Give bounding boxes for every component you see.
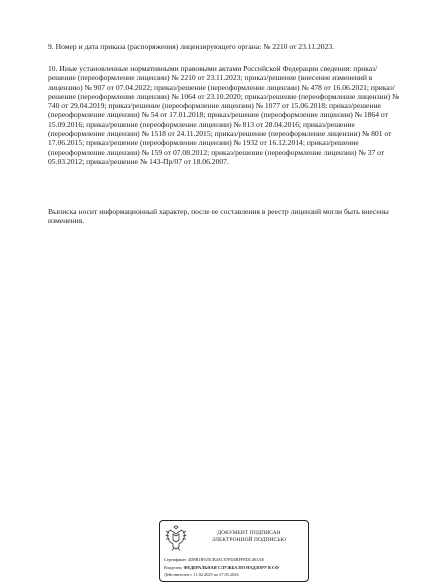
coat-of-arms-icon bbox=[165, 525, 187, 551]
stamp-owner-name: ФЕДЕРАЛЬНАЯ СЛУЖБА ПО НАДЗОРУ В СФ bbox=[183, 565, 279, 570]
item-10-other-information: 10. Иные установленные нормативными правовыми актами Российской Федерации сведения: приказ/решение (переоформление лицензии) № 2210 от 23.11.2023; приказ/решение (внесение изменений в лицензию) № 907 от 07.04.2022; приказ/решение (переоформление лицензии) № 478 от 16.06.2021; приказ/решение (переоформление лицензии) № 1064 от 23.10.2020; приказ/решение (переоформление лицензии) № 740 от 29.04.2019; приказ/решение (переоформление лицензии) № 1077 от 15.06.2018; приказ/решение (переоформление лицензии) № 54 от 17.01.2018; приказ/решение (переоформление лицензии) № 1864 от 15.09.2016; приказ/решение (переоформление лицензии) № 813 от 28.04.2016; приказ/решение (переоформление лицензии) № 1518 от 24.11.2015; приказ/решение (переоформление лицензии) № 801 от 17.06.2015; приказ/решение (переоформление лицензии) № 1932 от 16.12.2014; приказ/решение (переоформление лицензии) № 159 от 07.08.2012; приказ/решение (переоформление лицензии) № 37 от 05.03.2012; приказ/решение № 143-Пр/07 от 18.06.2007. bbox=[48, 64, 400, 166]
stamp-certificate: Сертификат: 4D8B1B925CB4AC67FD4BFFEDC463AE bbox=[164, 557, 265, 562]
item-9-order-number: 9. Номер и дата приказа (распоряжения) лицензирующего органа: № 2210 от 23.11.2023. bbox=[48, 42, 335, 51]
stamp-title-line-2: ЭЛЕКТРОННОЙ ПОДПИСЬЮ bbox=[211, 537, 287, 543]
extract-disclaimer-note: Выписка носит информационный характер, после ее составления в реестр лицензий могли быть внесены изменения. bbox=[48, 207, 389, 226]
stamp-validity: Действителен с 11.02.2025 по 07.05.2026 bbox=[164, 572, 239, 577]
stamp-owner bbox=[164, 565, 279, 570]
stamp-title bbox=[194, 530, 304, 544]
stamp-owner-label: Владелец: bbox=[164, 565, 183, 570]
electronic-signature-stamp bbox=[159, 520, 309, 582]
stamp-title-line-1: ДОКУМЕНТ ПОДПИСАН bbox=[217, 530, 281, 536]
